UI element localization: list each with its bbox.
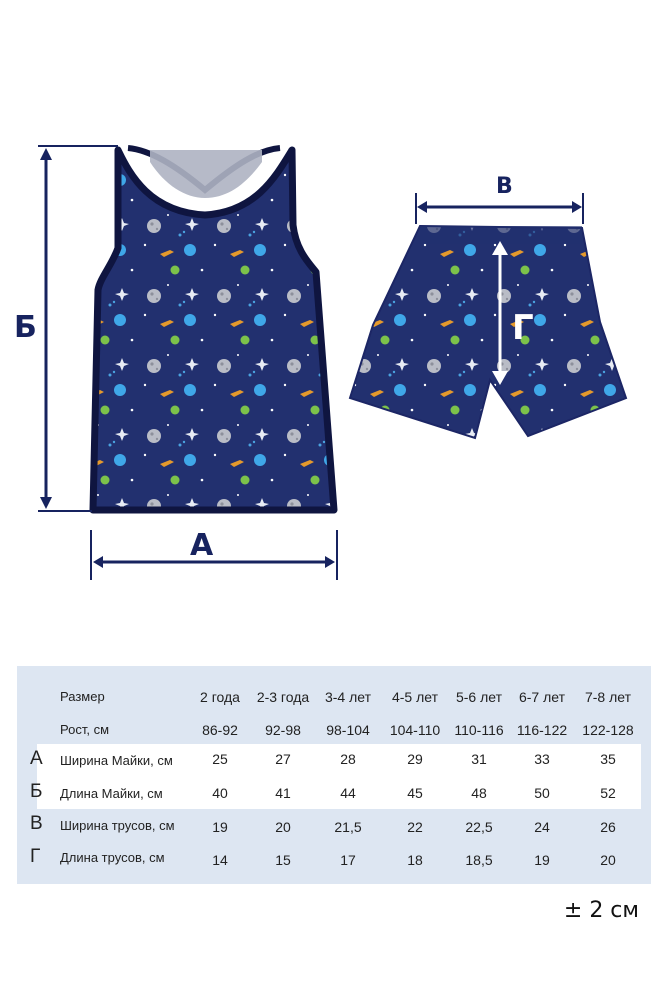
row-b-val-4: 45: [407, 785, 423, 801]
row-a-val-7: 35: [600, 751, 616, 767]
row-b-val-5: 48: [471, 785, 487, 801]
letter-g: Г: [512, 308, 534, 348]
height-header-label: Рост, см: [60, 722, 110, 737]
size-col-4: 4-5 лет: [391, 689, 439, 705]
size-col-6: 6-7 лет: [518, 689, 566, 705]
row-a-val-6: 33: [534, 751, 550, 767]
row-a-val-5: 31: [471, 751, 487, 767]
size-col-2: 2-3 года: [256, 689, 310, 705]
row-a-val-4: 29: [407, 751, 423, 767]
tank-top: [93, 148, 334, 510]
measure-a-marker: [91, 530, 337, 580]
size-col-1: 2 года: [200, 689, 240, 705]
row-v-val-3: 21,5: [334, 819, 362, 835]
row-a-val-1: 25: [212, 751, 228, 767]
height-col-1: 86-92: [202, 722, 238, 738]
row-a-label: Ширина Майки, см: [60, 753, 173, 768]
row-b-val-6: 50: [534, 785, 550, 801]
row-a-val-3: 28: [340, 751, 356, 767]
row-a-letter: А: [30, 748, 43, 769]
row-g-val-6: 19: [534, 852, 550, 868]
height-col-5: 110-116: [454, 722, 504, 738]
row-b-val-1: 40: [212, 785, 228, 801]
letter-v: В: [496, 174, 513, 199]
letter-a: А: [190, 528, 214, 563]
row-b-letter: Б: [30, 781, 43, 802]
size-col-5: 5-6 лет: [455, 689, 503, 705]
row-v-letter: В: [30, 813, 43, 834]
row-b-label: Длина Майки, см: [60, 786, 163, 801]
row-v-label: Ширина трусов, см: [60, 818, 175, 833]
row-v-val-1: 19: [212, 819, 228, 835]
letter-b: Б: [14, 310, 37, 345]
row-g-val-2: 15: [275, 852, 291, 868]
row-g-val-3: 17: [340, 852, 356, 868]
size-col-7: 7-8 лет: [584, 689, 632, 705]
height-col-6: 116-122: [516, 722, 568, 738]
row-v-val-4: 22: [407, 819, 423, 835]
height-col-4: 104-110: [389, 722, 441, 738]
row-v-val-5: 22,5: [465, 819, 493, 835]
row-b-val-3: 44: [340, 785, 356, 801]
row-b-val-2: 41: [275, 785, 291, 801]
tolerance-note: ± 2 см: [563, 898, 639, 923]
row-g-val-1: 14: [212, 852, 228, 868]
height-col-2: 92-98: [265, 722, 301, 738]
row-v-val-7: 26: [600, 819, 616, 835]
row-g-label: Длина трусов, см: [60, 850, 165, 865]
row-g-val-5: 18,5: [465, 852, 493, 868]
shorts: [350, 226, 626, 438]
row-g-letter: Г: [30, 846, 41, 867]
row-v-val-6: 24: [534, 819, 550, 835]
row-v-val-2: 20: [275, 819, 291, 835]
row-b-val-7: 52: [600, 785, 616, 801]
size-header-label: Размер: [60, 689, 105, 704]
height-col-7: 122-128: [582, 722, 634, 738]
row-a-val-2: 27: [275, 751, 291, 767]
row-g-val-7: 20: [600, 852, 616, 868]
row-g-val-4: 18: [407, 852, 423, 868]
height-col-3: 98-104: [326, 722, 370, 738]
size-col-3: 3-4 лет: [324, 689, 372, 705]
